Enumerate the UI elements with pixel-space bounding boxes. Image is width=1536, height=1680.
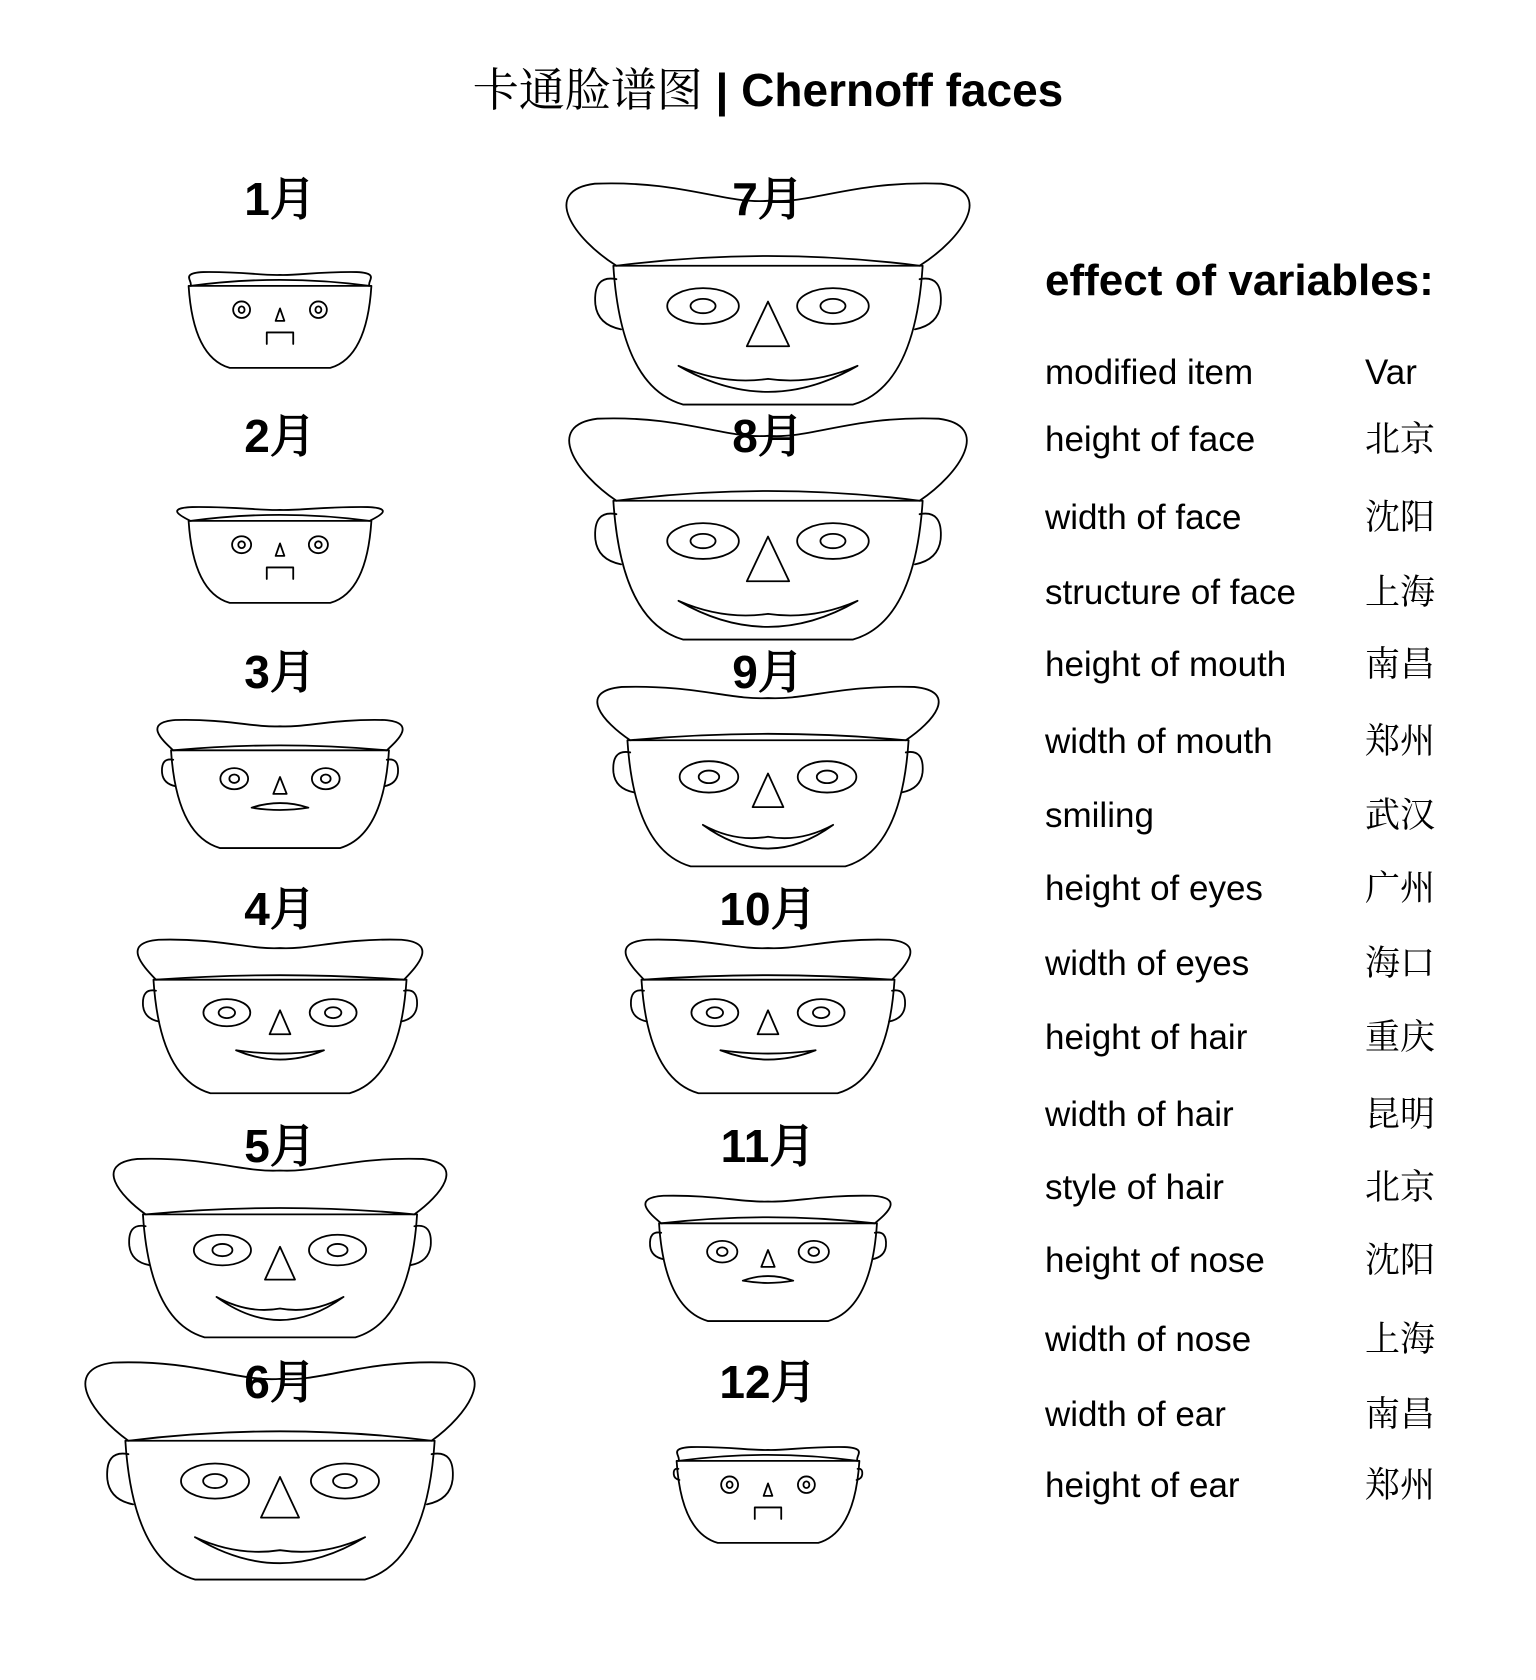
chernoff-face bbox=[157, 646, 402, 848]
pupil-left bbox=[219, 1007, 235, 1018]
legend-row bbox=[1045, 1168, 1525, 1208]
face-outline bbox=[677, 1461, 860, 1543]
legend-row bbox=[1045, 944, 1525, 984]
legend-var: 广州 bbox=[1365, 869, 1436, 909]
eye-right bbox=[797, 288, 869, 324]
mouth bbox=[267, 332, 293, 344]
legend-item: width of face bbox=[1045, 498, 1242, 537]
face-outline bbox=[613, 266, 922, 405]
mouth bbox=[755, 1507, 781, 1519]
legend-item: structure of face bbox=[1045, 573, 1296, 612]
chernoff-face bbox=[626, 883, 911, 1093]
chart-title-cn: 卡通脸谱图 bbox=[472, 63, 703, 117]
legend-var: 北京 bbox=[1365, 420, 1436, 460]
eye-right bbox=[797, 523, 869, 559]
legend-row bbox=[1045, 722, 1525, 762]
hair bbox=[645, 1196, 890, 1224]
pupil-right bbox=[333, 1474, 357, 1488]
pupil-left bbox=[239, 306, 245, 313]
legend-header-item: modified item bbox=[1045, 353, 1254, 392]
pupil-left bbox=[707, 1007, 723, 1018]
legend-row bbox=[1045, 645, 1525, 685]
eye-left bbox=[232, 536, 251, 553]
legend-item: style of hair bbox=[1045, 1168, 1224, 1207]
legend-item: height of nose bbox=[1045, 1241, 1265, 1280]
eye-right bbox=[311, 1463, 379, 1498]
eye-left bbox=[721, 1476, 738, 1493]
pupil-right bbox=[315, 306, 321, 313]
legend-var: 重庆 bbox=[1365, 1018, 1436, 1058]
chernoff-face bbox=[566, 173, 969, 405]
legend-var: 上海 bbox=[1365, 573, 1436, 613]
face-label: 1月 bbox=[244, 173, 316, 225]
pupil-right bbox=[817, 771, 838, 784]
pupil-right bbox=[808, 1247, 819, 1256]
face-outline bbox=[613, 501, 922, 640]
nose bbox=[276, 308, 285, 320]
face-outline bbox=[659, 1223, 877, 1321]
pupil-right bbox=[328, 1244, 348, 1256]
face-label: 6月 bbox=[244, 1356, 316, 1408]
mouth bbox=[743, 1276, 793, 1283]
mouth bbox=[678, 601, 857, 627]
pupil-left bbox=[699, 771, 720, 784]
chernoff-face bbox=[674, 1356, 863, 1543]
eye-left bbox=[667, 288, 739, 324]
chart-title-en: Chernoff faces bbox=[741, 64, 1064, 116]
nose bbox=[753, 774, 784, 808]
legend-var: 沈阳 bbox=[1365, 1241, 1436, 1281]
nose bbox=[265, 1247, 295, 1280]
legend-var: 郑州 bbox=[1365, 722, 1436, 762]
pupil-left bbox=[212, 1244, 232, 1256]
legend-var: 海口 bbox=[1365, 944, 1436, 984]
chernoff-face bbox=[645, 1120, 890, 1321]
legend-item: width of nose bbox=[1045, 1320, 1252, 1359]
legend-item: width of ear bbox=[1045, 1395, 1226, 1434]
hair bbox=[189, 272, 371, 286]
legend-row bbox=[1045, 420, 1525, 460]
hair bbox=[626, 940, 911, 980]
pupil-right bbox=[315, 541, 322, 548]
legend-var: 南昌 bbox=[1365, 1395, 1436, 1435]
legend-row bbox=[1045, 1018, 1525, 1058]
eye-left bbox=[667, 523, 739, 559]
nose bbox=[261, 1477, 299, 1518]
mouth bbox=[217, 1297, 344, 1320]
face-label: 7月 bbox=[732, 173, 804, 225]
nose bbox=[747, 302, 789, 347]
legend-row bbox=[1045, 869, 1525, 909]
legend-row bbox=[1045, 1095, 1525, 1135]
legend-header-var: Var bbox=[1365, 353, 1417, 392]
face-label: 5月 bbox=[244, 1120, 316, 1172]
nose bbox=[761, 1250, 774, 1267]
legend-var: 武汉 bbox=[1365, 796, 1436, 836]
face-outline bbox=[171, 750, 389, 848]
pupil-right bbox=[820, 534, 845, 548]
hair bbox=[138, 940, 423, 980]
eye-right bbox=[310, 301, 327, 318]
legend-item: height of hair bbox=[1045, 1018, 1248, 1057]
face-outline bbox=[641, 980, 894, 1094]
face-outline bbox=[189, 521, 372, 603]
face-label: 9月 bbox=[732, 646, 804, 698]
eye-left bbox=[680, 761, 739, 792]
nose bbox=[270, 1010, 291, 1034]
legend-var: 北京 bbox=[1365, 1168, 1436, 1208]
legend-row bbox=[1045, 498, 1525, 538]
eye-right bbox=[799, 1241, 829, 1263]
eye-right bbox=[309, 1235, 366, 1266]
legend-var: 沈阳 bbox=[1365, 498, 1436, 538]
hair bbox=[157, 720, 402, 750]
eye-right bbox=[309, 536, 328, 553]
chernoff-face bbox=[177, 410, 383, 603]
chernoff-face bbox=[189, 173, 372, 368]
legend-row bbox=[1045, 1241, 1525, 1281]
face-outline bbox=[125, 1441, 434, 1580]
chernoff-face bbox=[85, 1356, 474, 1580]
face-outline bbox=[153, 980, 406, 1094]
pupil-right bbox=[803, 1481, 809, 1488]
mouth bbox=[703, 825, 833, 849]
legend-item: height of face bbox=[1045, 420, 1256, 459]
chernoff-face bbox=[114, 1120, 447, 1337]
pupil-left bbox=[203, 1474, 227, 1488]
face-label: 8月 bbox=[732, 410, 804, 462]
pupil-left bbox=[691, 299, 716, 313]
hair bbox=[677, 1447, 859, 1461]
pupil-right bbox=[820, 299, 845, 313]
legend-row bbox=[1045, 1466, 1525, 1506]
nose bbox=[276, 543, 285, 555]
eye-left bbox=[233, 301, 250, 318]
eye-left bbox=[194, 1235, 251, 1266]
pupil-left bbox=[727, 1481, 733, 1488]
mouth bbox=[195, 1537, 365, 1563]
face-label: 12月 bbox=[719, 1356, 817, 1408]
legend-var: 上海 bbox=[1365, 1320, 1436, 1360]
chernoff-face bbox=[597, 646, 938, 866]
face-label: 2月 bbox=[244, 410, 316, 462]
legend-row bbox=[1045, 796, 1525, 836]
nose bbox=[747, 537, 789, 582]
legend-item: width of eyes bbox=[1045, 944, 1250, 983]
pupil-left bbox=[691, 534, 716, 548]
chernoff-face bbox=[569, 410, 967, 640]
eye-right bbox=[798, 761, 857, 792]
mouth bbox=[267, 567, 293, 579]
eye-right bbox=[310, 999, 357, 1026]
legend-item: smiling bbox=[1045, 796, 1154, 835]
eye-left bbox=[707, 1241, 737, 1263]
pupil-left bbox=[229, 774, 239, 782]
eye-left bbox=[181, 1463, 249, 1498]
legend-item: height of eyes bbox=[1045, 869, 1263, 908]
legend-row bbox=[1045, 1320, 1525, 1360]
pupil-left bbox=[238, 541, 245, 548]
pupil-right bbox=[325, 1007, 341, 1018]
mouth bbox=[252, 803, 309, 810]
legend bbox=[1045, 255, 1525, 1506]
face-label: 11月 bbox=[720, 1120, 816, 1172]
face-label: 10月 bbox=[719, 883, 817, 935]
pupil-left bbox=[717, 1247, 728, 1256]
chernoff-face bbox=[138, 883, 423, 1093]
mouth bbox=[720, 1050, 815, 1059]
face-outline bbox=[189, 286, 372, 368]
mouth bbox=[678, 366, 857, 392]
nose bbox=[758, 1010, 779, 1034]
eye-right bbox=[798, 999, 845, 1026]
face-outline bbox=[627, 740, 908, 866]
legend-var: 郑州 bbox=[1365, 1466, 1436, 1506]
legend-row bbox=[1045, 573, 1525, 613]
legend-title: effect of variables: bbox=[1045, 256, 1434, 305]
legend-row bbox=[1045, 1395, 1525, 1435]
face-label: 3月 bbox=[244, 646, 316, 698]
eye-right bbox=[312, 768, 340, 789]
eye-left bbox=[203, 999, 250, 1026]
legend-var: 南昌 bbox=[1365, 645, 1436, 685]
legend-header-row bbox=[1045, 353, 1525, 393]
legend-item: height of mouth bbox=[1045, 645, 1287, 684]
chart-title-separator: | bbox=[702, 64, 742, 116]
eye-left bbox=[691, 999, 738, 1026]
nose bbox=[764, 1483, 773, 1495]
legend-item: height of ear bbox=[1045, 1466, 1240, 1505]
mouth bbox=[236, 1050, 324, 1059]
legend-item: width of hair bbox=[1045, 1095, 1234, 1134]
hair bbox=[177, 507, 383, 521]
pupil-right bbox=[321, 774, 331, 782]
legend-var: 昆明 bbox=[1365, 1095, 1436, 1135]
nose bbox=[273, 777, 286, 794]
eye-left bbox=[220, 768, 248, 789]
legend-item: width of mouth bbox=[1045, 722, 1273, 761]
eye-right bbox=[798, 1476, 815, 1493]
face-label: 4月 bbox=[244, 883, 316, 935]
face-outline bbox=[143, 1214, 417, 1337]
pupil-right bbox=[813, 1007, 829, 1018]
